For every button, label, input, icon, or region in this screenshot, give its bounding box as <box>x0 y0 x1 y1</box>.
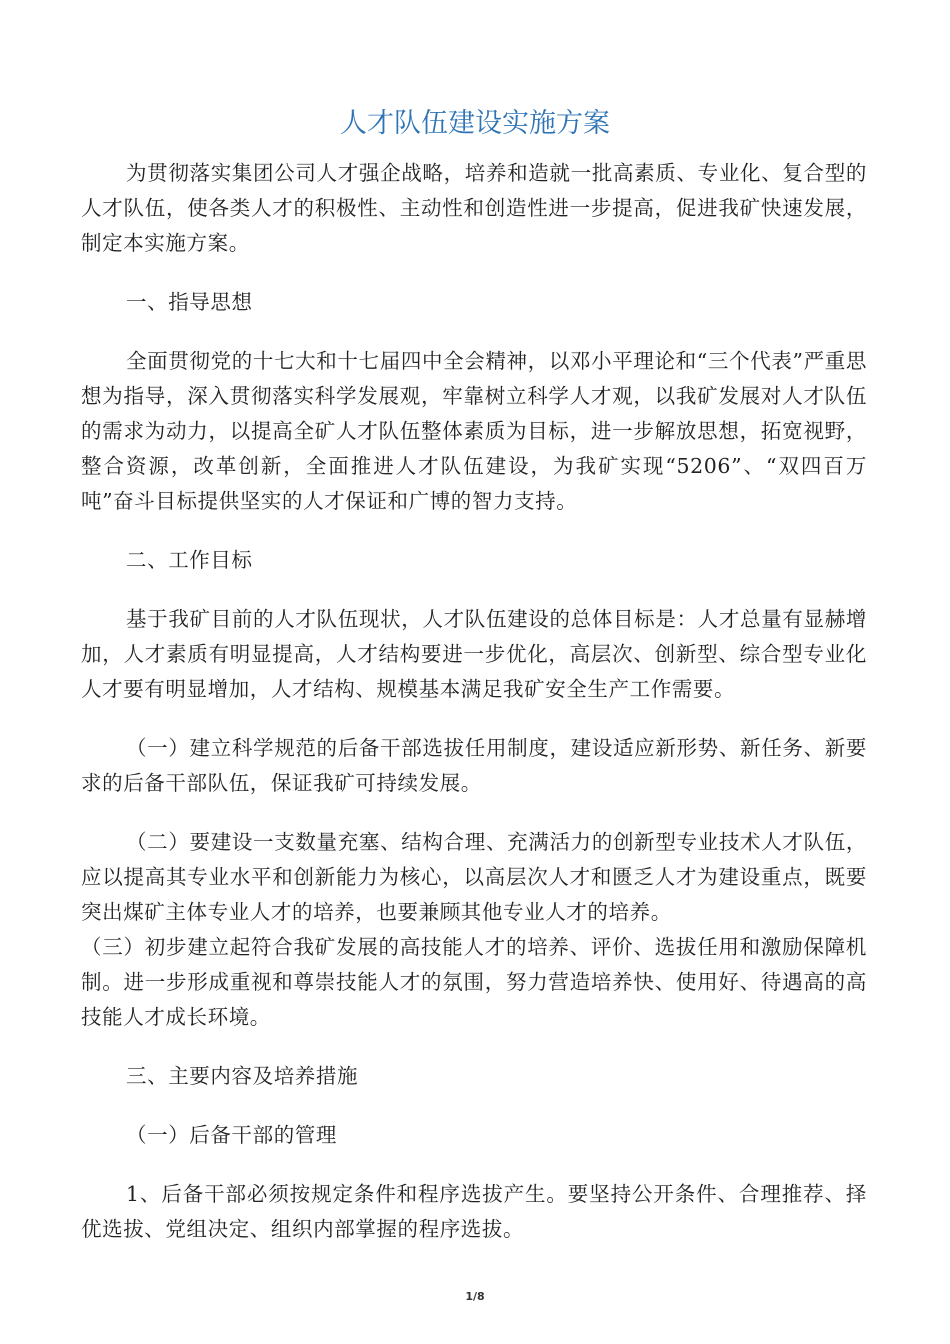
section-heading-main-content: 三、主要内容及培养措施 <box>126 1064 359 1088</box>
goal-item-3: （三）初步建立起符合我矿发展的高技能人才的培养、评价、选拔任用和激励保障机制。进一步形成重视和尊崇技能人才的氛围，努力营造培养快、使用好、待遇高的高技能人才成长环境。 <box>81 935 867 1029</box>
section-heading-guiding-ideology: 一、指导思想 <box>126 290 253 314</box>
goal-item-1: （一）建立科学规范的后备干部选拔任用制度，建设适应新形势、新任务、新要求的后备干部队伍，保证我矿可持续发展。 <box>81 736 867 795</box>
page-number: 1/8 <box>465 1290 485 1303</box>
document-title: 人才队伍建设实施方案 <box>340 108 610 139</box>
section-heading-work-goals: 二、工作目标 <box>126 548 253 572</box>
work-goals-paragraph: 基于我矿目前的人才队伍现状，人才队伍建设的总体目标是：人才总量有显赫增加，人才素质有明显提高，人才结构要进一步优化，高层次、创新型、综合型专业化人才要有明显增加，人才结构、规模基本满足我矿安全生产工作需要。 <box>81 607 867 701</box>
subsection-heading-reserve-cadres: （一）后备干部的管理 <box>126 1123 337 1147</box>
reserve-cadres-item-1: 1、后备干部必须按规定条件和程序选拔产生。要坚持公开条件、合理推荐、择优选拔、党组决定、组织内部掌握的程序选拔。 <box>81 1182 867 1241</box>
goal-item-2: （二）要建设一支数量充塞、结构合理、充满活力的创新型专业技术人才队伍，应以提高其专业水平和创新能力为核心，以高层次人才和匮乏人才为建设重点，既要突出煤矿主体专业人才的培养，也要兼顾其他专业人才的培养。 <box>81 830 867 924</box>
intro-paragraph: 为贯彻落实集团公司人才强企战略，培养和造就一批高素质、专业化、复合型的人才队伍，使各类人才的积极性、主动性和创造性进一步提高，促进我矿快速发展，制定本实施方案。 <box>81 161 867 255</box>
document-body <box>81 156 867 1271</box>
guiding-ideology-paragraph: 全面贯彻党的十七大和十七届四中全会精神，以邓小平理论和“三个代表”严重思想为指导，深入贯彻落实科学发展观，牢靠树立科学人才观，以我矿发展对人才队伍的需求为动力，以提高全矿人才队伍整体素质为目标，进一步解放思想，拓宽视野，整合资源，改革创新，全面推进人才队伍建设，为我矿实现“5206”、“双四百万吨”奋斗目标提供坚实的人才保证和广博的智力支持。 <box>81 349 867 513</box>
